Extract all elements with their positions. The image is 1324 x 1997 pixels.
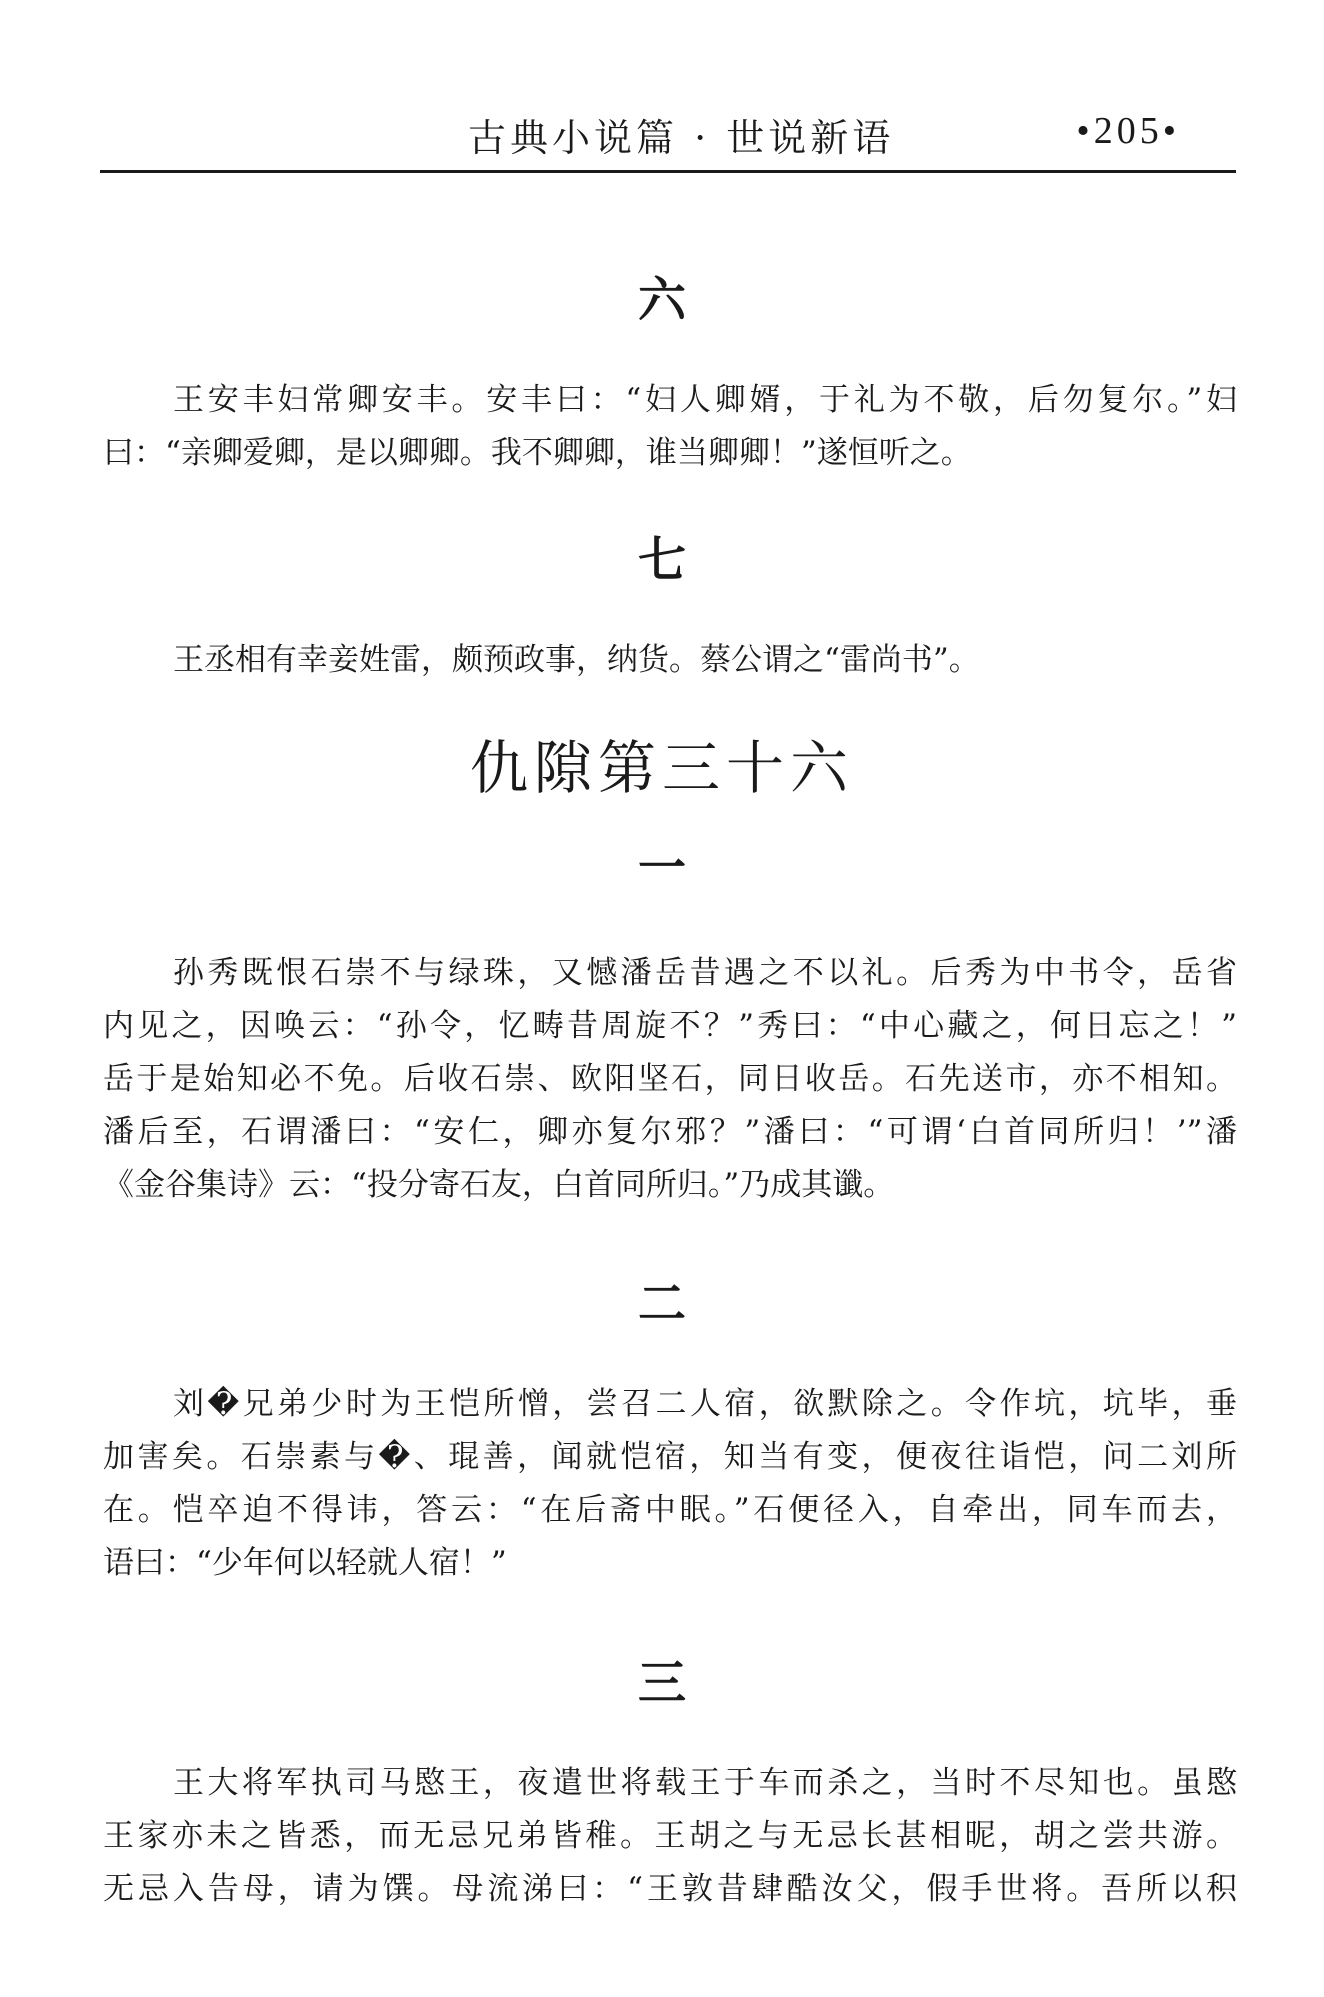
section-heading: 一: [637, 840, 686, 896]
section-heading: 七: [637, 532, 686, 588]
paragraph-line: 《金谷集诗》云：“投分寄石友，白首同所归。”乃成其谶。: [103, 1167, 895, 1203]
paragraph-line: 潘后至，石谓潘曰：“安仁，卿亦复尔邪？”潘曰：“可谓‘白首同所归！’”潘: [103, 1114, 1237, 1150]
section-paragraph: [103, 1378, 1237, 1590]
section-paragraph: [103, 634, 1237, 687]
section-heading: 二: [637, 1276, 686, 1332]
paragraph-line: 岳于是始知必不免。后收石崇、欧阳坚石，同日收岳。石先送市，亦不相知。: [103, 1061, 1237, 1097]
paragraph-line: 王家亦未之皆悉，而无忌兄弟皆稚。王胡之与无忌长甚相昵，胡之尝共游。: [103, 1818, 1237, 1854]
paragraph-line: 无忌入告母，请为馔。母流涕曰：“王敦昔肆酷汝父，假手世将。吾所以积: [103, 1871, 1237, 1907]
paragraph-line: 王大将军执司马愍王，夜遣世将载王于车而杀之，当时不尽知也。虽愍: [173, 1765, 1237, 1801]
paragraph-line: 在。恺卒迫不得讳，答云：“在后斋中眠。”石便径入，自牵出，同车而去，: [103, 1492, 1237, 1528]
section-paragraph: [103, 1757, 1237, 1916]
paragraph-line: 内见之，因唤云：“孙令，忆畴昔周旋不？”秀曰：“中心藏之，何日忘之！”: [103, 1008, 1237, 1044]
paragraph-line: 刘�兄弟少时为王恺所憎，尝召二人宿，欲默除之。令作坑，坑毕，垂: [173, 1386, 1237, 1422]
paragraph-line: 孙秀既恨石崇不与绿珠，又憾潘岳昔遇之不以礼。后秀为中书令，岳省: [173, 955, 1237, 991]
section-paragraph: [103, 374, 1237, 480]
paragraph-line: 语曰：“少年何以轻就人宿！”: [103, 1545, 507, 1581]
section-heading: 三: [637, 1655, 686, 1711]
paragraph-line: 曰：“亲卿爱卿，是以卿卿。我不卿卿，谁当卿卿！”遂恒听之。: [103, 435, 972, 471]
section-paragraph: [103, 947, 1237, 1212]
running-header-title: 古典小说篇 · 世说新语: [468, 116, 895, 160]
running-header: [100, 95, 1236, 173]
paragraph-line: 王安丰妇常卿安丰。安丰曰：“妇人卿婿，于礼为不敬，后勿复尔。”妇: [173, 382, 1237, 418]
chapter-title: 仇隙第三十六: [469, 734, 854, 802]
page-number: •205•: [1076, 110, 1180, 152]
paragraph-line: 加害矣。石崇素与�、琨善，闻就恺宿，知当有变，便夜往诣恺，问二刘所: [103, 1439, 1237, 1475]
section-heading: 六: [637, 272, 686, 328]
paragraph-line: 王丞相有幸妾姓雷，颇预政事，纳货。蔡公谓之“雷尚书”。: [173, 642, 980, 678]
